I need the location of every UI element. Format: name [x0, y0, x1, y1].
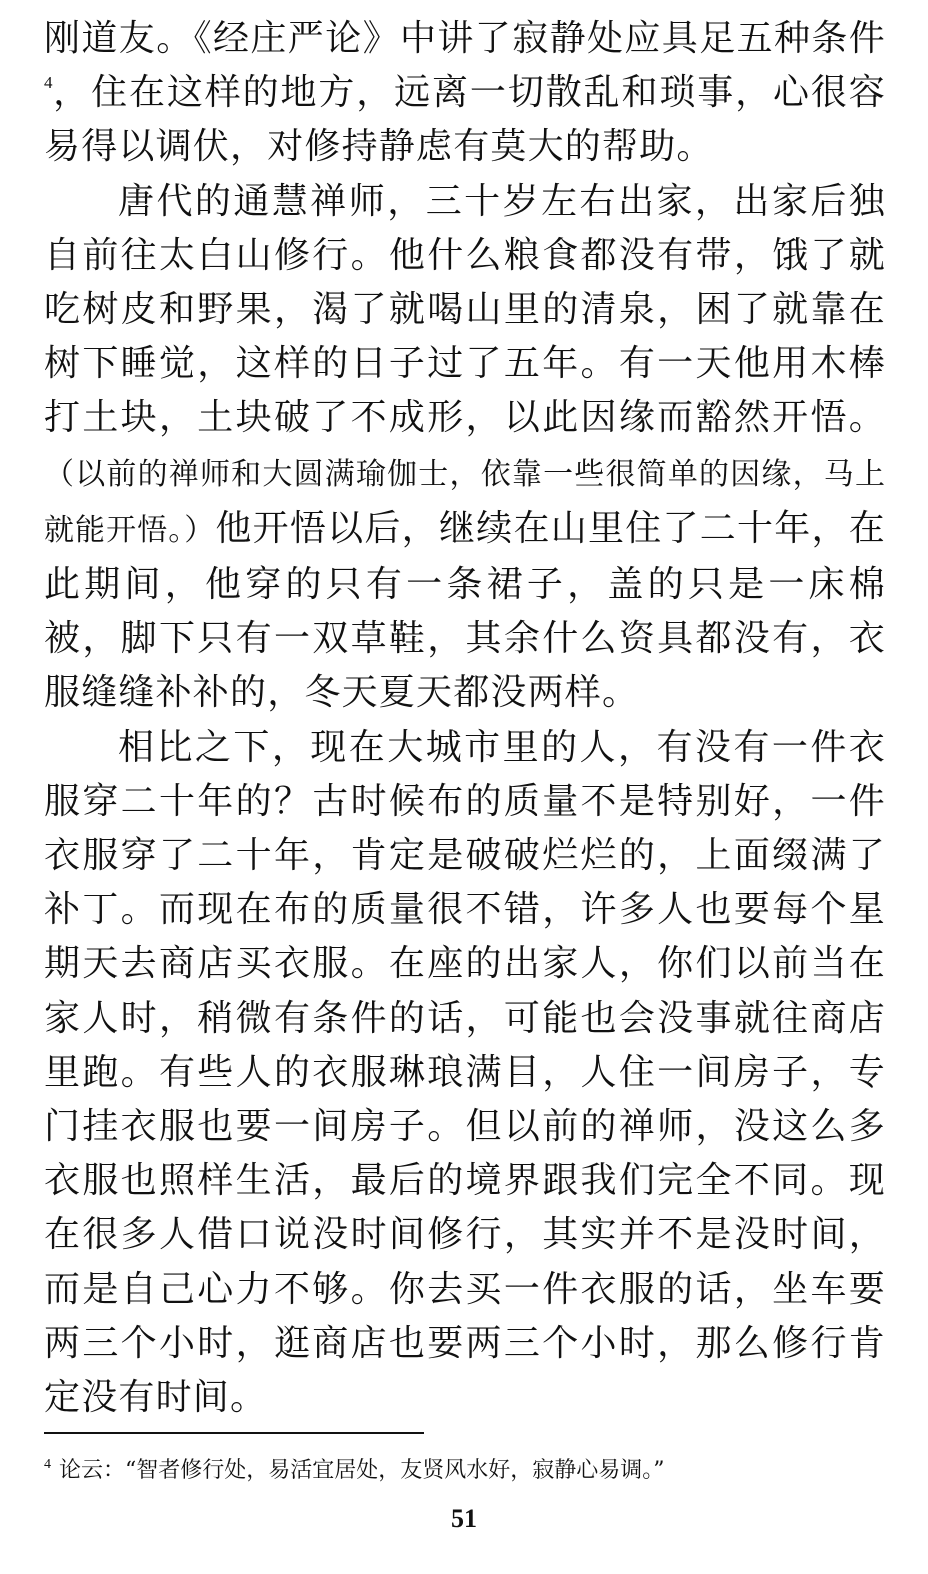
paragraph-1-text-end: ，住在这样的地方，远离一切散乱和琐事，心很容易得以调伏，对修持静虑有莫大的帮助。 [44, 72, 886, 168]
footnote-number: 4 [44, 1457, 51, 1472]
paragraph-1 [44, 12, 886, 175]
footnote-text: 论云：“智者修行处，易活宜居处，友贤风水好，寂静心易调。” [59, 1458, 665, 1483]
footnote-reference[interactable]: 4 [44, 73, 53, 93]
paragraph-3: 相比之下，现在大城市里的人，有没有一件衣服穿二十年的？古时候布的质量不是特别好，一件衣服穿了二十年，肯定是破破烂烂的，上面缀满了补丁。而现在布的质量很不错，许多人也要每个星期天去商店买衣服。在座的出家人，你们以前当在家人时，稍微有条件的话，可能也会没事就往商店里跑。有些人的衣服琳琅满目，人住一间房子，专门挂衣服也要一间房子。但以前的禅师，没这么多衣服也照样生活，最后的境界跟我们完全不同。现在很多人借口说没时间修行，其实并不是没时间，而是自己心力不够。你去买一件衣服的话，坐车要两三个小时，逛商店也要两三个小时，那么修行肯定没有时间。 [44, 726, 886, 1419]
page-number: 51 [451, 1504, 477, 1533]
paragraph-2-parenthetical-note: （以前的禅师和大圆满瑜伽士，依靠一些很简单的因缘，马上就能开悟。） [44, 456, 886, 548]
footnote-divider [44, 1432, 424, 1434]
paragraph-1-text-start: 刚道友。《经庄严论》中讲了寂静处应具足五种条件 [44, 18, 886, 59]
paragraph-2-text-continued: 他开悟以后，继续在山里住了二十年，在此期间，他穿的只有一条裙子，盖的只是一床棉被，脚下只有一双草鞋，其余什么资具都没有，衣服缝缝补补的，冬天夏天都没两样。 [44, 507, 887, 714]
footnote [44, 1450, 886, 1486]
main-text [44, 12, 886, 1425]
paragraph-2 [44, 175, 886, 721]
paragraph-2-text: 唐代的通慧禅师，三十岁左右出家，出家后独自前往太白山修行。他什么粮食都没有带，饿了就吃树皮和野果，渴了就喝山里的清泉，困了就靠在树下睡觉，这样的日子过了五年。有一天他用木棒打土块，土块破了不成形，以此因缘而豁然开悟。 [44, 180, 886, 439]
